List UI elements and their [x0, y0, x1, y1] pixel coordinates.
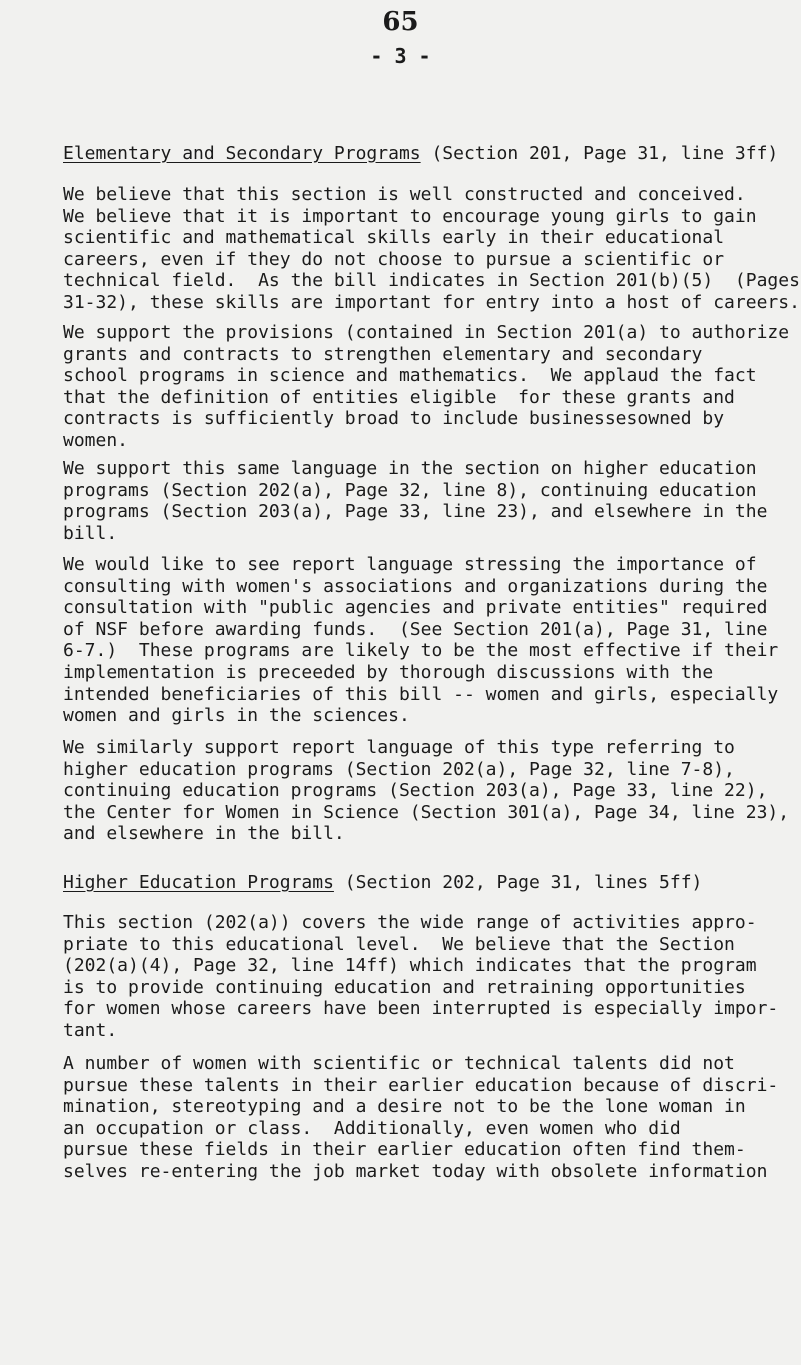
page-number: 65 [382, 7, 419, 37]
section-heading-reference: (Section 202, Page 31, lines 5ff) [333, 872, 703, 893]
page-subnumber: - 3 - [370, 44, 431, 68]
section-heading-higher-education [63, 872, 799, 894]
paragraph: We support this same language in the section on higher education programs (Section 202(a), Page 32, line 8), continuing education programs (Section 203(a), Page 33, line 23), and elsewhere in the bill. [63, 458, 768, 544]
paragraph: We would like to see report language stressing the importance of consulting with women's associations and organizations during the consultation with "public agencies and private entities" required of NSF before awarding funds. (See Section 201(a), Page 31, line 6-7.) These programs are likely to be the most effective if their implementation is preceeded by thorough discussions with the intended beneficiaries of this bill -- women and girls, especially women and girls in the sciences. [63, 554, 779, 727]
paragraph: This section (202(a)) covers the wide range of activities appro- priate to this educational level. We believe that the Section (202(a)(4), Page 32, line 14ff) which indicates that the program is to provide continuing education and retraining opportunities for women whose careers have been interrupted is especially impor- tant. [63, 912, 779, 1041]
section-heading-title: Elementary and Secondary Programs [63, 143, 421, 164]
paragraph: We similarly support report language of this type referring to higher education programs (Section 202(a), Page 32, line 7-8), continuing education programs (Section 203(a), Page 33, line 22), the Center for Women in Science (Section 301(a), Page 34, line 23), and elsewhere in the bill. [63, 737, 790, 845]
paragraph: We support the provisions (contained in Section 201(a) to authorize grants and contracts to strengthen elementary and secondary school programs in science and mathematics. We applaud the fact that the definition of entities eligible for these grants and contracts is sufficiently broad to include businessesowned by women. [63, 322, 790, 451]
section-heading-elementary [63, 143, 799, 165]
paragraph: A number of women with scientific or technical talents did not pursue these talents in their earlier education because of discri- mination, stereotyping and a desire not to be the lone woman in an occupation or class. Additionally, even women who did pursue these fields in their earlier education often find them- selves re-entering the job market today with obsolete information [63, 1053, 779, 1182]
section-heading-reference: (Section 201, Page 31, line 3ff) [420, 143, 779, 164]
paragraph: We believe that this section is well constructed and conceived. We believe that it is important to encourage young girls to gain scientific and mathematical skills early in their educational careers, even if they do not choose to pursue a scientific or technical field. As the bill indicates in Section 201(b)(5) (Pages 31-32), these skills are important for entry into a host of careers. [63, 184, 800, 313]
section-heading-title: Higher Education Programs [63, 872, 334, 893]
